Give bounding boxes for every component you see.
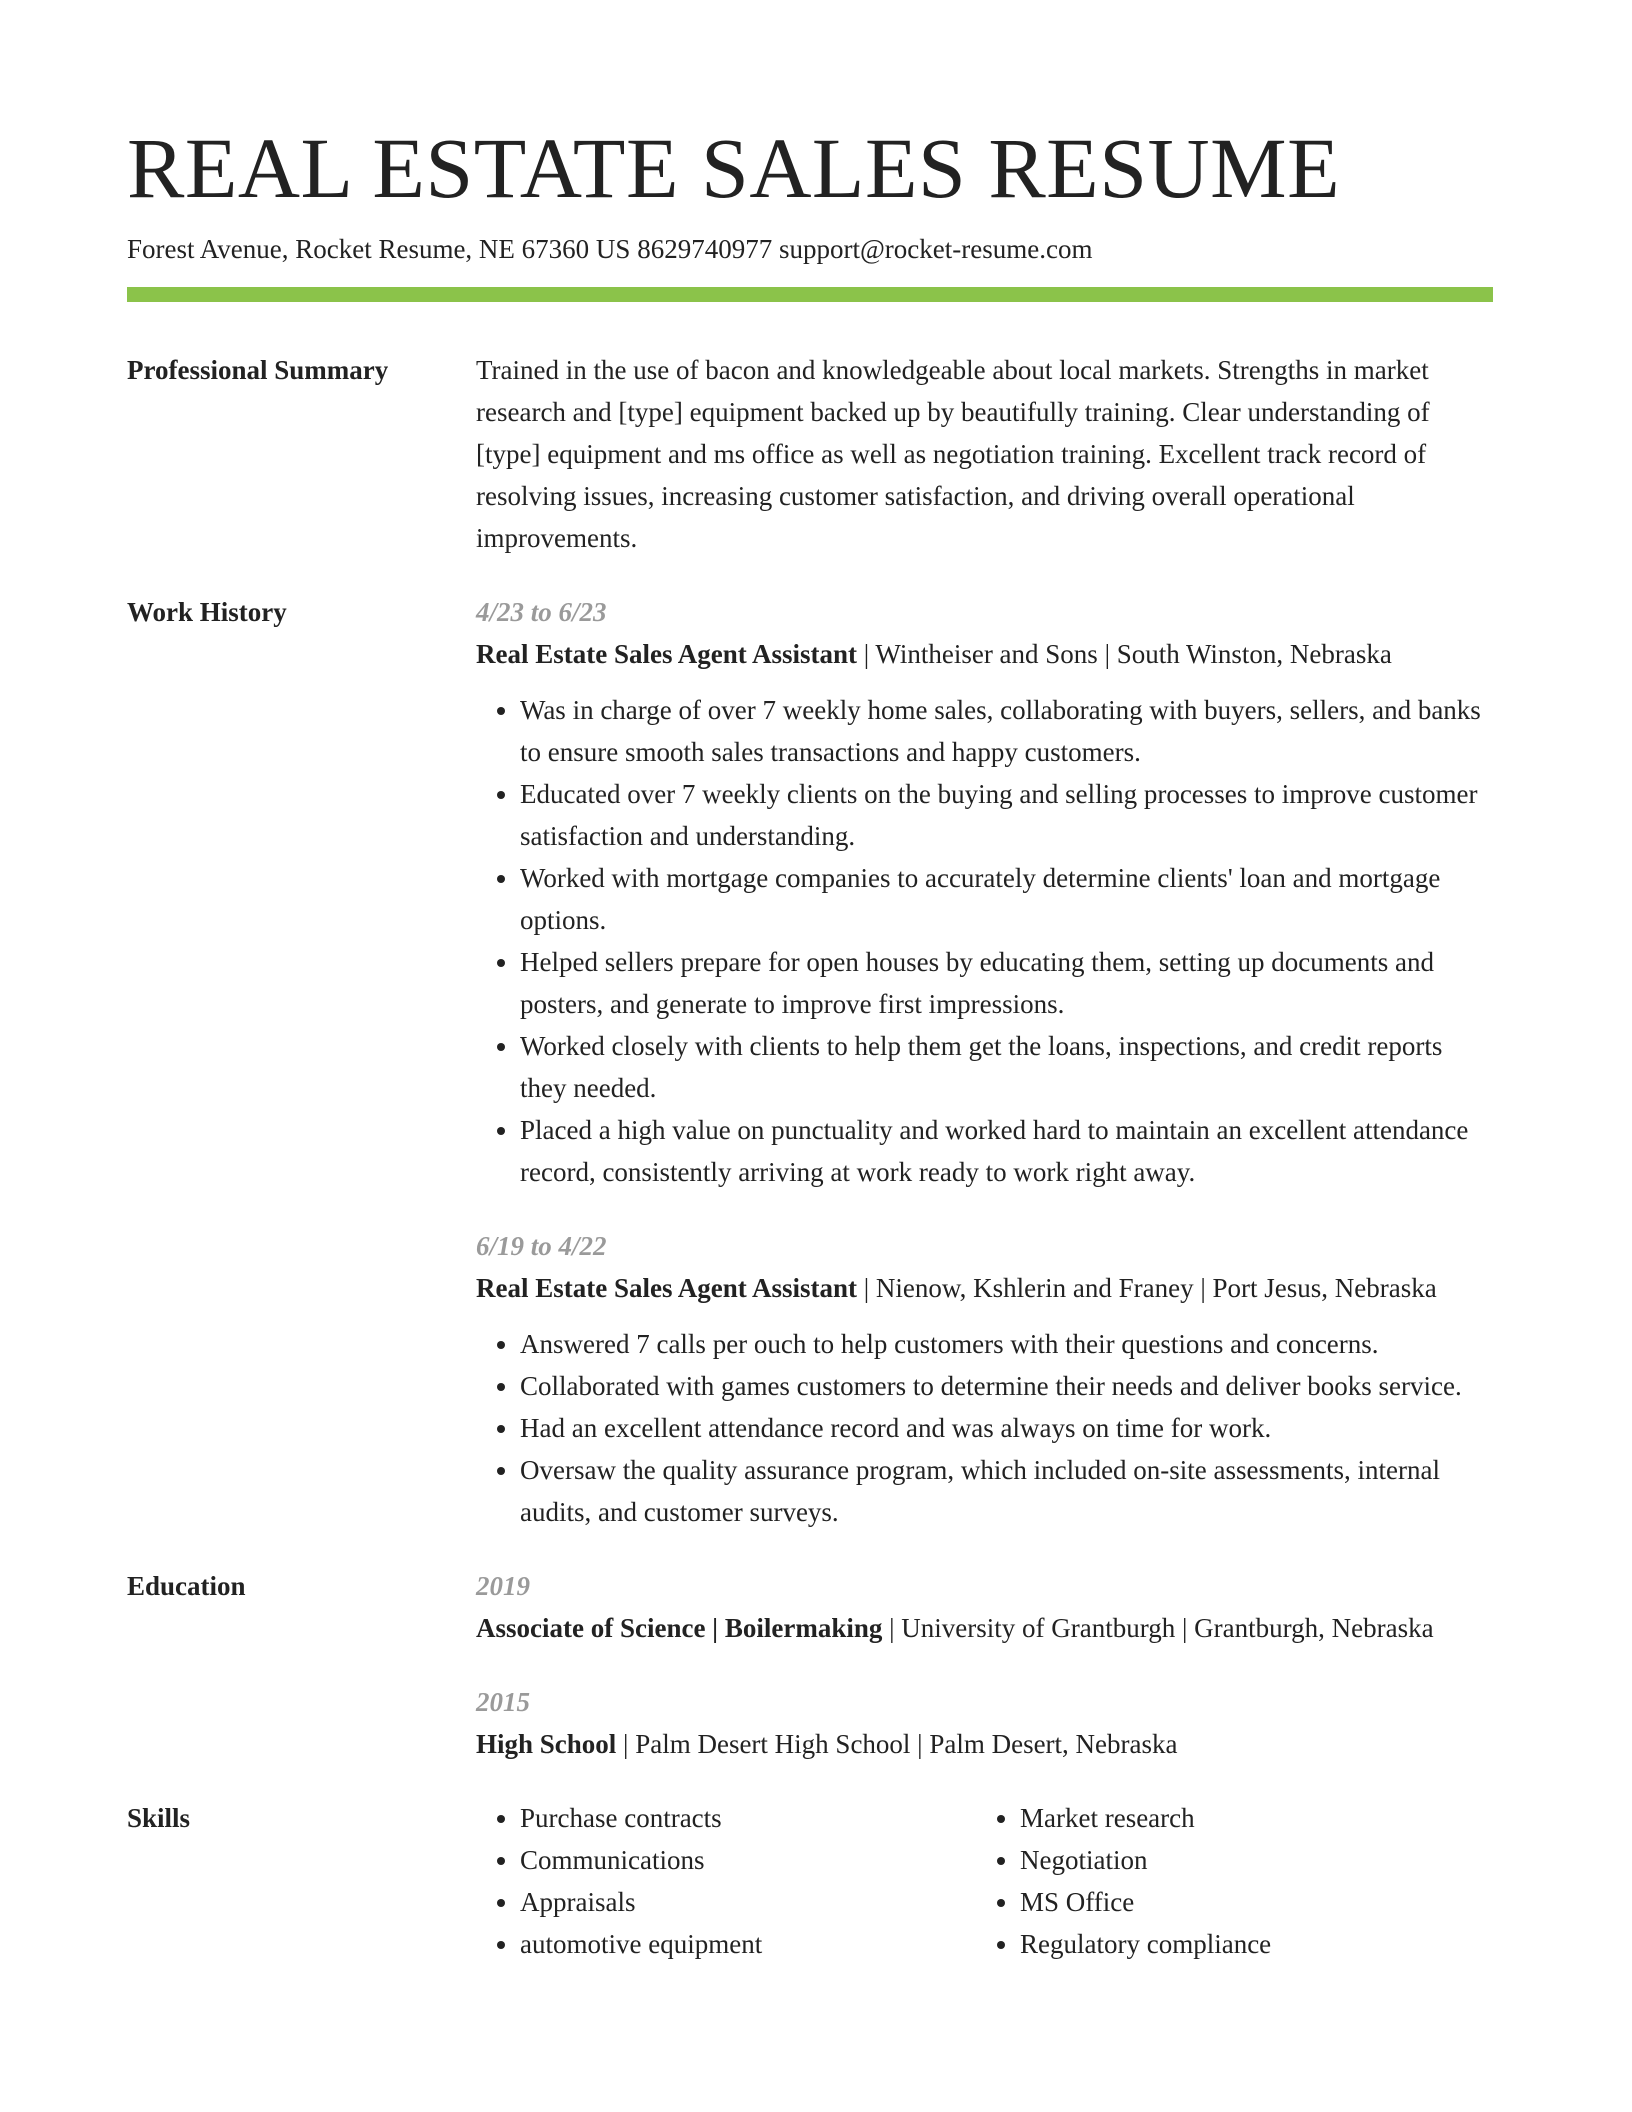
section-skills — [127, 1797, 1493, 1965]
section-work-history — [127, 591, 1493, 1533]
education-details: | University of Grantburgh | Grantburgh, Nebraska — [882, 1613, 1434, 1643]
section-title-work: Work History — [127, 597, 287, 627]
skill-item: • MS Office — [1020, 1881, 1476, 1923]
skill-item: • automotive equipment — [520, 1923, 976, 1965]
job-details: | Wintheiser and Sons | South Winston, Nebraska — [857, 639, 1392, 669]
skill-item: • Purchase contracts — [520, 1797, 976, 1839]
job-bullets — [476, 1323, 1493, 1533]
skill-item: • Regulatory compliance — [1020, 1923, 1476, 1965]
education-heading — [476, 1607, 1493, 1649]
education-heading — [476, 1723, 1493, 1765]
list-item: • Oversaw the quality assurance program, which included on-site assessments, internal audits, and customer surveys. — [520, 1449, 1493, 1533]
section-title-education: Education — [127, 1571, 246, 1601]
education-details: | Palm Desert High School | Palm Desert, Nebraska — [616, 1729, 1178, 1759]
section-title-skills: Skills — [127, 1803, 191, 1833]
list-item: • Answered 7 calls per ouch to help customers with their questions and concerns. — [520, 1323, 1493, 1365]
education-entry — [476, 1681, 1493, 1765]
list-item: • Had an excellent attendance record and was always on time for work. — [520, 1407, 1493, 1449]
list-item: • Worked closely with clients to help them get the loans, inspections, and credit reports they needed. — [520, 1025, 1493, 1109]
skill-item: • Communications — [520, 1839, 976, 1881]
list-item: • Educated over 7 weekly clients on the buying and selling processes to improve customer satisfaction and understanding. — [520, 773, 1493, 857]
job-heading — [476, 1267, 1493, 1309]
skills-list-right — [976, 1797, 1476, 1965]
skill-item: • Negotiation — [1020, 1839, 1476, 1881]
list-item: • Placed a high value on punctuality and worked hard to maintain an excellent attendance record, consistently arriving at work ready to work right away. — [520, 1109, 1493, 1193]
education-degree: High School — [476, 1729, 617, 1759]
list-item: • Collaborated with games customers to determine their needs and deliver books service. — [520, 1365, 1493, 1407]
resume-page — [127, 0, 1493, 1965]
resume-title: REAL ESTATE SALES RESUME — [127, 120, 1341, 216]
job-entry — [476, 591, 1493, 1193]
job-role: Real Estate Sales Agent Assistant — [476, 639, 858, 669]
summary-body — [476, 349, 1493, 559]
contact-line: Forest Avenue, Rocket Resume, NE 67360 US 8629740977 support@rocket-resume.com — [127, 234, 1093, 264]
education-body — [476, 1565, 1493, 1765]
skill-item: • Appraisals — [520, 1881, 976, 1923]
accent-divider — [127, 287, 1493, 302]
work-body — [476, 591, 1493, 1533]
job-bullets — [476, 689, 1493, 1193]
education-degree: Associate of Science | Boilermaking — [476, 1613, 883, 1643]
skills-column-left — [476, 1797, 976, 1965]
list-item: • Worked with mortgage companies to accurately determine clients' loan and mortgage options. — [520, 857, 1493, 941]
job-role: Real Estate Sales Agent Assistant — [476, 1273, 858, 1303]
section-title-summary: Professional Summary — [127, 355, 389, 385]
summary-text: Trained in the use of bacon and knowledgeable about local markets. Strengths in market research and [type] equipment backed up by beautifully training. Clear understanding of [type] equipment and ms office as well as negotiation training. Excellent track record of resolving issues, increasing customer satisfaction, and driving overall operational improvements. — [476, 355, 1430, 553]
job-details: | Nienow, Kshlerin and Franey | Port Jesus, Nebraska — [857, 1273, 1437, 1303]
education-year: 2019 — [476, 1571, 530, 1601]
list-item: • Was in charge of over 7 weekly home sales, collaborating with buyers, sellers, and banks to ensure smooth sales transactions and happy customers. — [520, 689, 1493, 773]
section-professional-summary — [127, 349, 1493, 559]
job-dates: 6/19 to 4/22 — [476, 1231, 607, 1261]
education-entry — [476, 1565, 1493, 1649]
skill-item: • Market research — [1020, 1797, 1476, 1839]
job-entry — [476, 1225, 1493, 1533]
section-education — [127, 1565, 1493, 1765]
skills-body — [476, 1797, 1493, 1965]
job-heading — [476, 633, 1493, 675]
skills-list-left — [476, 1797, 976, 1965]
list-item: • Helped sellers prepare for open houses by educating them, setting up documents and posters, and generate to improve first impressions. — [520, 941, 1493, 1025]
skills-column-right — [976, 1797, 1476, 1965]
job-dates: 4/23 to 6/23 — [476, 597, 607, 627]
education-year: 2015 — [476, 1687, 530, 1717]
